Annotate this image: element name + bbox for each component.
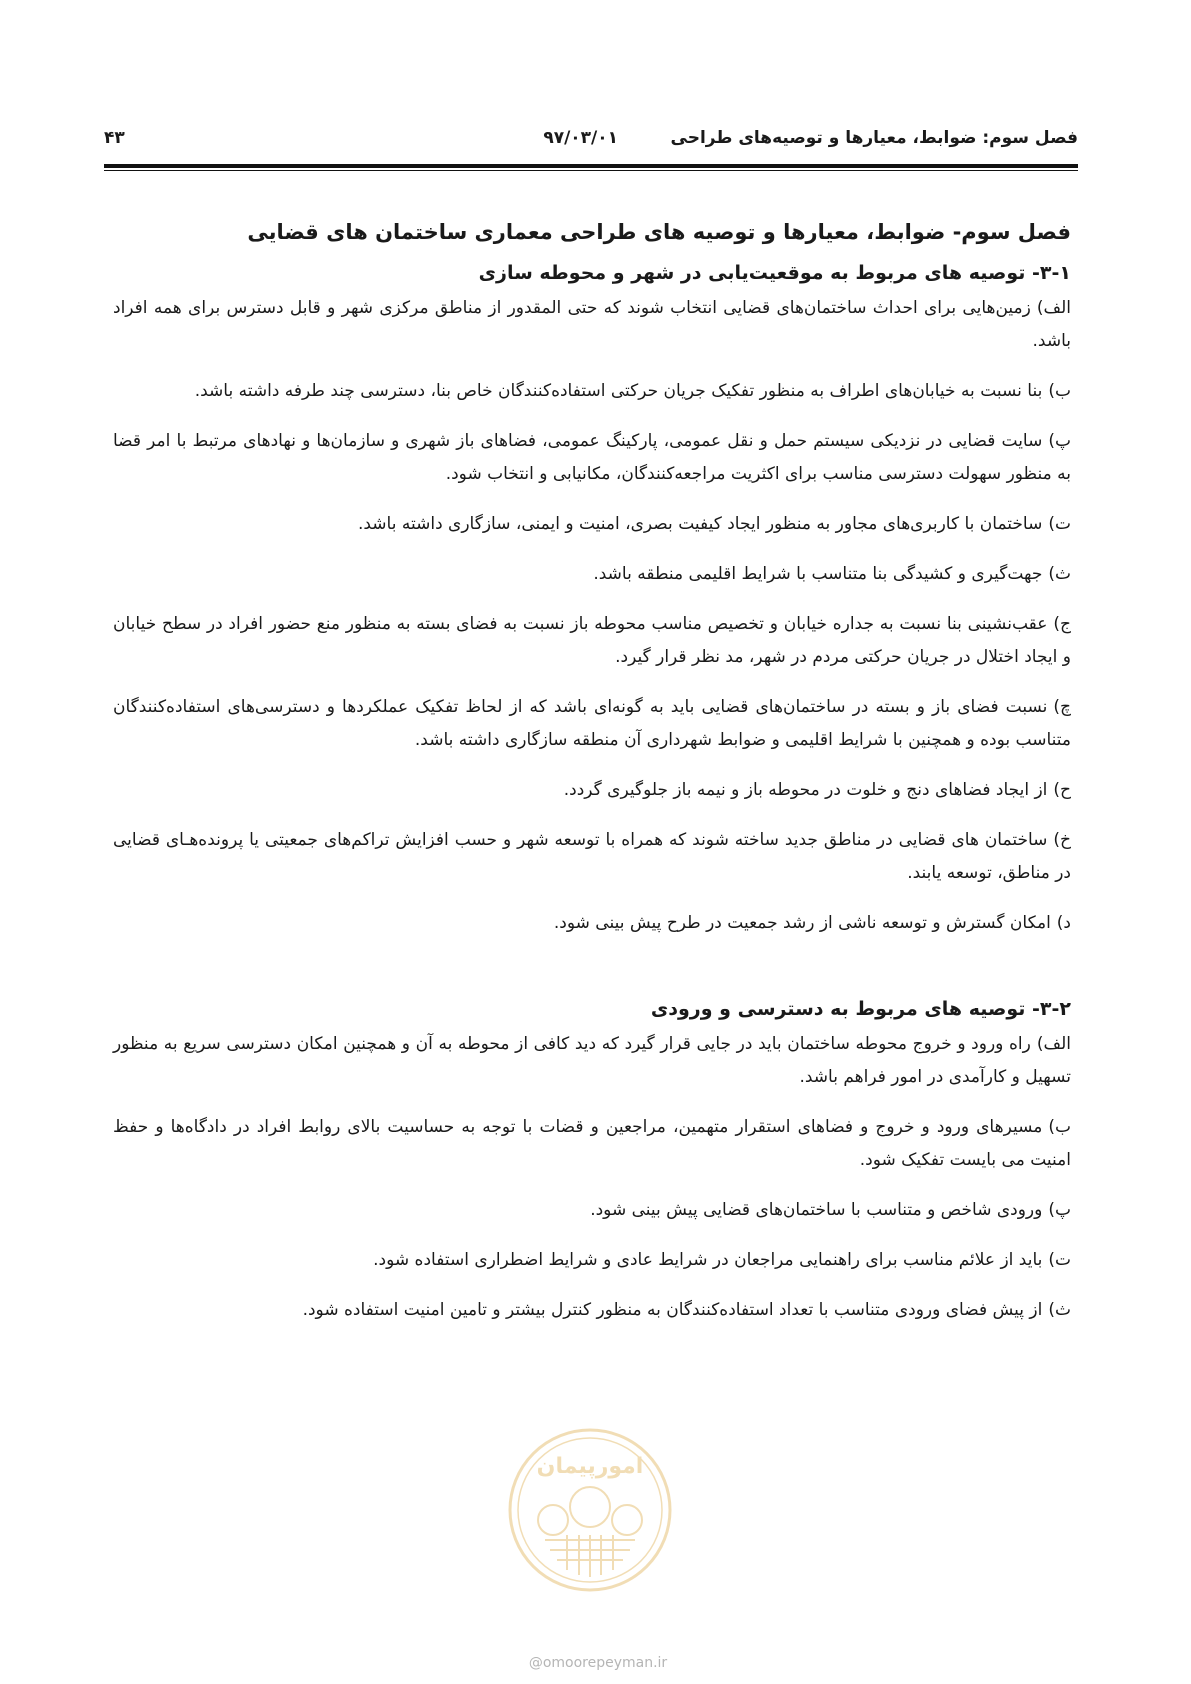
location-guideline-item [113,907,1071,940]
svg-text:امورپیمان: امورپیمان [536,1454,644,1479]
item-text: زمین‌هایی برای احداث ساختمان‌های قضایی انتخاب شوند که حتی المقدور از مناطق مرکزی شهر و قابل دسترس برای همه افراد باشد. [113,298,1071,351]
access-guideline-item [113,1194,1071,1227]
item-text: جهت‌گیری و کشیدگی بنا متناسب با شرایط اقلیمی منطقه باشد. [593,564,1043,584]
publisher-seal-logo [505,1425,675,1595]
item-label: ت) [1048,514,1071,534]
location-guideline-item [113,608,1071,674]
location-guideline-item [113,558,1071,591]
item-label: ث) [1048,564,1071,584]
access-guideline-item [113,1028,1071,1094]
section-title-location: ۳-۱- توصیه های مربوط به موقعیت‌یابی در شهر و محوطه سازی [478,262,1071,284]
location-guideline-item [113,425,1071,491]
access-guideline-item [113,1111,1071,1177]
location-guideline-item [113,292,1071,358]
item-text: مسیرهای ورود و خروج و فضاهای استقرار متهمین، مراجعین و قضات با توجه به حساسیت بالای روابط افراد در دادگاه‌ها و حفظ امنیت می بایست تفکیک شود. [113,1117,1071,1170]
item-label: خ) [1053,830,1071,850]
location-guideline-item [113,375,1071,408]
header-rule-thick [104,164,1078,168]
watermark-site: @omoorepeyman.ir [528,1655,668,1671]
access-guideline-item [113,1244,1071,1277]
access-guideline-item [113,1294,1071,1327]
item-text: از ایجاد فضاهای دنج و خلوت در محوطه باز و نیمه باز جلوگیری گردد. [563,780,1048,800]
item-text: راه ورود و خروج محوطه ساختمان باید در جایی قرار گیرد که دید کافی از محوطه به آن و همچنین امکان دسترسی سریع به منظور تسهیل و کارآمدی در امور فراهم باشد. [113,1034,1071,1087]
chapter-title: فصل سوم- ضوابط، معیارها و توصیه های طراحی معماری ساختمان های قضایی [247,220,1071,244]
item-label: چ) [1053,697,1071,717]
item-text: ورودی شاخص و متناسب با ساختمان‌های قضایی پیش بینی شود. [590,1200,1043,1220]
item-label: ب) [1048,1117,1071,1137]
section-access-list [113,1028,1071,1327]
item-text: ساختمان های قضایی در مناطق جدید ساخته شوند که همراه با توسعه شهر و حسب افزایش تراکم‌های جمعیتی یا پرونده‌هـای قضایی در مناطق، توسعه یابند. [113,830,1071,883]
item-label: ت) [1048,1250,1071,1270]
item-label: پ) [1048,431,1071,451]
item-label: ج) [1053,614,1071,634]
section-location-list [113,292,1071,940]
item-text: بنا نسبت به خیابان‌های اطراف به منظور تفکیک جریان حرکتی استفاده‌کنندگان خاص بنا، دسترسی چند طرفه داشته باشد. [194,381,1043,401]
item-text: باید از علائم مناسب برای راهنمایی مراجعان در شرایط عادی و شرایط اضطراری استفاده شود. [373,1250,1043,1270]
location-guideline-item [113,691,1071,757]
location-guideline-item [113,774,1071,807]
item-label: ح) [1053,780,1071,800]
item-text: ساختمان با کاربری‌های مجاور به منظور ایجاد کیفیت بصری، امنیت و ایمنی، سازگاری داشته باشد. [357,514,1043,534]
item-label: ث) [1048,1300,1071,1320]
item-label: الف) [1036,298,1071,318]
chapter-header-title: فصل سوم: ضوابط، معیارها و توصیه‌های طراحی [670,128,1078,148]
item-label: الف) [1036,1034,1071,1054]
location-guideline-item [113,508,1071,541]
section-title-access: ۳-۲- توصیه های مربوط به دسترسی و ورودی [650,998,1071,1020]
header-date: ۹۷/۰۳/۰۱ [543,128,618,148]
page-number: ۴۳ [104,128,125,148]
item-text: سایت قضایی در نزدیکی سیستم حمل و نقل عمومی، پارکینگ عمومی، فضاهای باز شهری و سازمان‌ها و نهادهای مرتبط با امر قضا به منظور سهولت دسترسی مناسب برای اکثریت مراجعه‌کنندگان، مکانیابی و انتخاب شود. [113,431,1071,484]
item-label: ب) [1048,381,1071,401]
item-text: نسبت فضای باز و بسته در ساختمان‌های قضایی باید به گونه‌ای باشد که از لحاظ تفکیک عملکردها و دسترسی‌های استفاده‌کنندگان متناسب بوده و همچنین با شرایط اقلیمی و ضوابط شهرداری آن منطقه سازگاری داشته باشد. [113,697,1071,750]
item-label: پ) [1048,1200,1071,1220]
header-rule-thin [104,170,1078,171]
item-label: د) [1056,913,1071,933]
item-text: از پیش فضای ورودی متناسب با تعداد استفاده‌کنندگان به منظور کنترل بیشتر و تامین امنیت استفاده شود. [302,1300,1043,1320]
item-text: امکان گسترش و توسعه ناشی از رشد جمعیت در طرح پیش بینی شود. [553,913,1051,933]
item-text: عقب‌نشینی بنا نسبت به جداره خیابان و تخصیص مناسب محوطه باز نسبت به فضای بسته به منظور منع حضور افراد در سطح خیابان و ایجاد اختلال در جریان حرکتی مردم در شهر، مد نظر قرار گیرد. [113,614,1071,667]
page-content [113,220,1071,1344]
location-guideline-item [113,824,1071,890]
page-header [104,128,1078,162]
